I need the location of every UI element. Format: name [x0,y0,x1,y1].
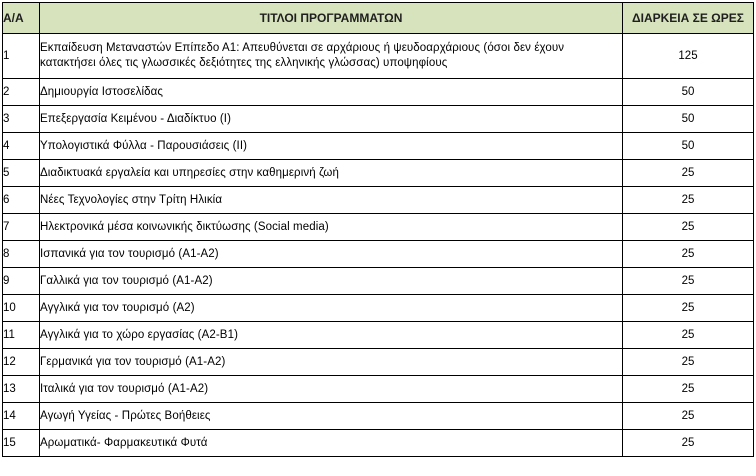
row-number: 4 [3,133,40,160]
table-row [3,376,754,403]
program-duration: 50 [623,106,754,133]
table-row [3,187,754,214]
program-duration: 25 [623,430,754,457]
program-duration: 25 [623,322,754,349]
row-number: 9 [3,268,40,295]
row-number: 1 [3,34,40,79]
table-row [3,133,754,160]
column-header-title: ΤΙΤΛΟΙ ΠΡΟΓΡΑΜΜΑΤΩΝ [40,3,623,34]
program-duration: 50 [623,133,754,160]
program-duration: 25 [623,403,754,430]
programs-table [2,2,754,457]
program-title: Ηλεκτρονικά μέσα κοινωνικής δικτύωσης (Social media) [40,214,623,241]
program-duration: 50 [623,79,754,106]
program-title: Εκπαίδευση Μεταναστών Επίπεδο Α1: Απευθύνεται σε αρχάριους ή ψευδοαρχάριους (όσοι δεν έχουν κατακτήσει όλες τις γλωσσικές δεξιότητες της ελληνικής γλώσσας) υποψηφίους [40,34,623,79]
program-title: Υπολογιστικά Φύλλα - Παρουσιάσεις (ΙΙ) [40,133,623,160]
table-row [3,322,754,349]
table-row [3,214,754,241]
row-number: 15 [3,430,40,457]
row-number: 2 [3,79,40,106]
row-number: 5 [3,160,40,187]
program-title: Διαδικτυακά εργαλεία και υπηρεσίες στην καθημερινή ζωή [40,160,623,187]
program-duration: 25 [623,295,754,322]
table-row [3,106,754,133]
row-number: 6 [3,187,40,214]
table-row [3,349,754,376]
row-number: 13 [3,376,40,403]
row-number: 14 [3,403,40,430]
program-title: Γερμανικά για τον τουρισμό (Α1-Α2) [40,349,623,376]
table-row [3,34,754,79]
table-row [3,79,754,106]
program-title: Επεξεργασία Κειμένου - Διαδίκτυο (Ι) [40,106,623,133]
row-number: 7 [3,214,40,241]
table-body [3,34,754,457]
table-row [3,160,754,187]
program-title: Αγγλικά για το χώρο εργασίας (Α2-Β1) [40,322,623,349]
program-duration: 125 [623,34,754,79]
row-number: 8 [3,241,40,268]
row-number: 11 [3,322,40,349]
table-row [3,403,754,430]
table-row [3,268,754,295]
program-title: Ισπανικά για τον τουρισμό (Α1-Α2) [40,241,623,268]
program-duration: 25 [623,349,754,376]
program-title: Γαλλικά για τον τουρισμό (Α1-Α2) [40,268,623,295]
table-header-row [3,3,754,34]
program-duration: 25 [623,214,754,241]
table-row [3,241,754,268]
table-row [3,430,754,457]
program-title: Ιταλικά για τον τουρισμό (Α1-Α2) [40,376,623,403]
program-title: Νέες Τεχνολογίες στην Τρίτη Ηλικία [40,187,623,214]
column-header-duration: ΔΙΑΡΚΕΙΑ ΣΕ ΩΡΕΣ [623,3,754,34]
row-number: 12 [3,349,40,376]
program-title: Αρωματικά- Φαρμακευτικά Φυτά [40,430,623,457]
program-duration: 25 [623,160,754,187]
program-title: Δημιουργία Ιστοσελίδας [40,79,623,106]
column-header-aa: Α/Α [3,3,40,34]
program-duration: 25 [623,268,754,295]
program-duration: 25 [623,187,754,214]
program-title: Αγγλικά για τον τουρισμό (Α2) [40,295,623,322]
program-duration: 25 [623,241,754,268]
row-number: 10 [3,295,40,322]
row-number: 3 [3,106,40,133]
table-row [3,295,754,322]
program-duration: 25 [623,376,754,403]
program-title: Αγωγή Υγείας - Πρώτες Βοήθειες [40,403,623,430]
